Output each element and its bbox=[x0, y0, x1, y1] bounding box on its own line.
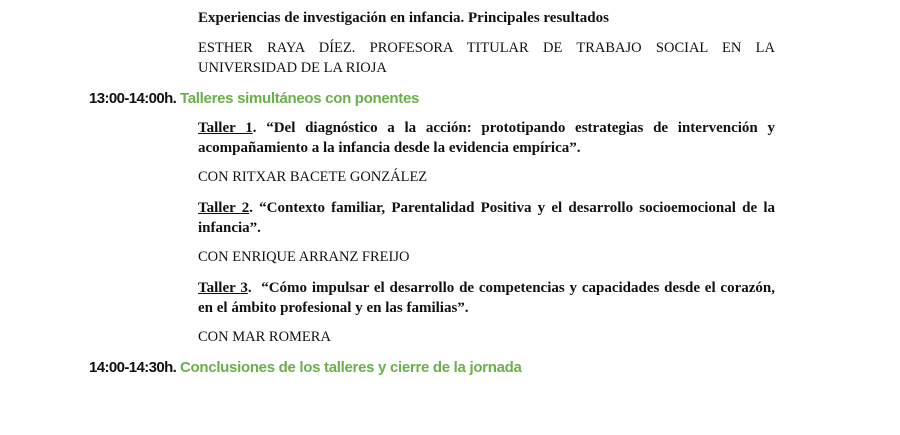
workshop-label: Taller 1 bbox=[198, 120, 253, 136]
workshop-speaker: CON RITXAR BACETE GONZÁLEZ bbox=[198, 169, 428, 185]
workshop-3 bbox=[198, 279, 779, 318]
session-title: Conclusiones de los talleres y cierre de la jornada bbox=[180, 359, 522, 376]
workshop-1 bbox=[198, 119, 775, 158]
talk-title: Experiencias de investigación en infancia. Principales resultados bbox=[198, 10, 609, 26]
session-row bbox=[89, 89, 419, 110]
session-row bbox=[89, 358, 522, 379]
talk-speaker: ESTHER RAYA DÍEZ. PROFESORA TITULAR DE TRABAJO SOCIAL EN LA UNIVERSIDAD DE LA RIOJA bbox=[198, 40, 775, 76]
session-title: Talleres simultáneos con ponentes bbox=[180, 90, 420, 107]
workshop-label: Taller 2 bbox=[198, 200, 250, 216]
workshop-label: Taller 3 bbox=[198, 280, 248, 296]
workshop-2 bbox=[198, 199, 775, 238]
workshop-title: . “Contexto familiar, Parentalidad Positiva y el desarrollo socioemocional de la infancia”. bbox=[198, 200, 775, 236]
session-time: 13:00-14:00h. bbox=[89, 90, 177, 107]
workshop-speaker: CON ENRIQUE ARRANZ FREIJO bbox=[198, 249, 410, 265]
session-time: 14:00-14:30h. bbox=[89, 359, 177, 376]
workshop-title: . “Del diagnóstico a la acción: prototipando estrategias de intervención y acompañamiento a la infancia desde la evidencia empírica”. bbox=[198, 120, 775, 156]
workshop-speaker: CON MAR ROMERA bbox=[198, 329, 331, 345]
workshop-title: . “Cómo impulsar el desarrollo de competencias y capacidades desde el corazón, en el ámbito profesional y en las familias”. bbox=[198, 280, 779, 316]
